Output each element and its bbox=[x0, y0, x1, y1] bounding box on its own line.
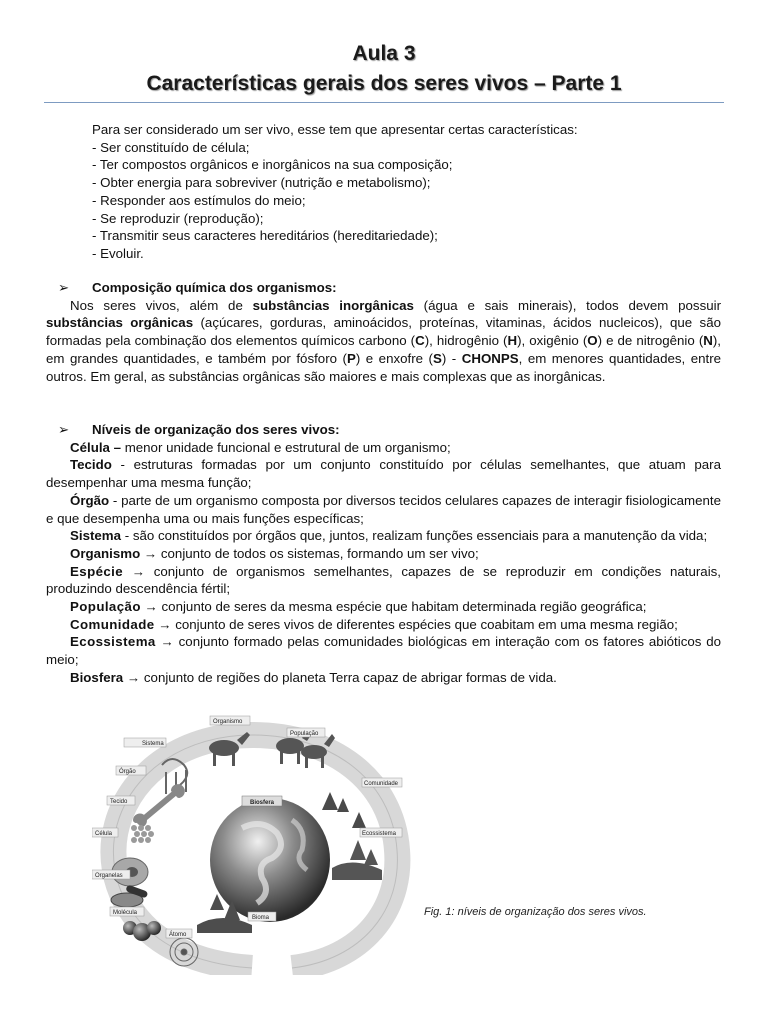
composition-section bbox=[46, 279, 721, 385]
section-heading: ➢ Composição química dos organismos: bbox=[58, 280, 337, 295]
tissue-icon bbox=[131, 825, 154, 843]
organization-levels-figure bbox=[92, 710, 414, 975]
label-organismo: Organismo bbox=[213, 719, 243, 725]
level-item: Biosfera → conjunto de regiões do planeta Terra capaz de abrigar formas de vida. bbox=[70, 669, 557, 685]
label-celula: Célula bbox=[95, 831, 113, 837]
label-ecossistema: Ecossistema bbox=[362, 831, 397, 837]
trees-icon bbox=[322, 792, 366, 828]
page-title: Características gerais dos seres vivos – Parte 1 bbox=[146, 72, 622, 95]
title-divider bbox=[44, 102, 724, 103]
label-organelas: Organelas bbox=[95, 873, 123, 879]
label-tecido: Tecido bbox=[110, 799, 128, 805]
lesson-number: Aula 3 bbox=[352, 42, 416, 65]
list-item: - Transmitir seus caracteres hereditários (hereditariedade); bbox=[92, 228, 438, 244]
intro-section bbox=[46, 121, 721, 263]
level-item: População → conjunto de seres da mesma espécie que habitam determinada região geográfica; bbox=[70, 599, 647, 615]
section-heading: ➢ Níveis de organização dos seres vivos: bbox=[58, 422, 340, 437]
label-bioma: Bioma bbox=[252, 915, 270, 921]
list-item: - Ser constituído de célula; bbox=[92, 139, 250, 155]
list-item: - Evoluir. bbox=[92, 245, 144, 261]
label-populacao: População bbox=[290, 731, 319, 737]
arrow-bullet-icon: ➢ bbox=[58, 280, 70, 295]
list-item: - Obter energia para sobreviver (nutrição e metabolismo); bbox=[92, 175, 431, 191]
ecosystem-icon bbox=[332, 840, 382, 880]
label-sistema: Sistema bbox=[142, 741, 164, 747]
level-item: Célula – menor unidade funcional e estrutural de um organismo; bbox=[70, 439, 451, 455]
level-item: Organismo → conjunto de todos os sistemas, formando um ser vivo; bbox=[70, 545, 479, 561]
level-item: Órgão - parte de um organismo composta por diversos tecidos celulares capazes de interagir fisiologicamente e que desempenha uma ou mais funções específicas; bbox=[46, 492, 721, 526]
levels-section bbox=[46, 421, 721, 687]
list-item: - Responder aos estímulos do meio; bbox=[92, 192, 306, 208]
intro-lead: Para ser considerado um ser vivo, esse tem que apresentar certas características: bbox=[92, 122, 578, 137]
level-item: Sistema - são constituídos por órgãos que, juntos, realizam funções essenciais para a manutenção da vida; bbox=[70, 528, 708, 544]
label-biosfera: Biosfera bbox=[250, 800, 275, 806]
figure-caption: Fig. 1: níveis de organização dos seres vivos. bbox=[424, 906, 647, 918]
list-item: - Ter compostos orgânicos e inorgânicos na sua composição; bbox=[92, 157, 453, 173]
level-item: Ecossistema → conjunto formado pelas comunidades biológicas em interação com os fatores abióticos do meio; bbox=[46, 634, 721, 668]
label-atomo: Átomo bbox=[169, 932, 187, 938]
list-item: - Se reproduzir (reprodução); bbox=[92, 210, 264, 226]
level-item: Espécie → conjunto de organismos semelhantes, capazes de se reproduzir em condições naturais, produzindo descendência fértil; bbox=[46, 563, 721, 597]
composition-paragraph: Nos seres vivos, além de substâncias inorgânicas (água e sais minerais), todos devem possuir substâncias orgânicas (açúcares, gorduras, aminoácidos, proteínas, vitaminas, ácidos nucleicos), que são formadas pela combinação dos elementos químicos carbono (C), hidrogênio (H), oxigênio (O) e de nitrogênio (N), em grandes quantidades, e também por fósforo (P) e enxofre (S) - CHONPS, em menores quantidades, entre outros. Em geral, as substâncias orgânicas são maiores e mais complexas que as inorgânicas. bbox=[46, 297, 722, 384]
level-item: Tecido - estruturas formadas por um conjunto constituído por células semelhantes, que atuam para desempenhar uma mesma função; bbox=[46, 457, 721, 491]
level-item: Comunidade → conjunto de seres vivos de diferentes espécies que coabitam em uma mesma região; bbox=[70, 616, 678, 632]
label-orgao: Órgão bbox=[119, 769, 136, 775]
label-comunidade: Comunidade bbox=[364, 781, 399, 787]
arrow-bullet-icon: ➢ bbox=[58, 422, 70, 437]
label-molecula: Molécula bbox=[113, 910, 138, 916]
